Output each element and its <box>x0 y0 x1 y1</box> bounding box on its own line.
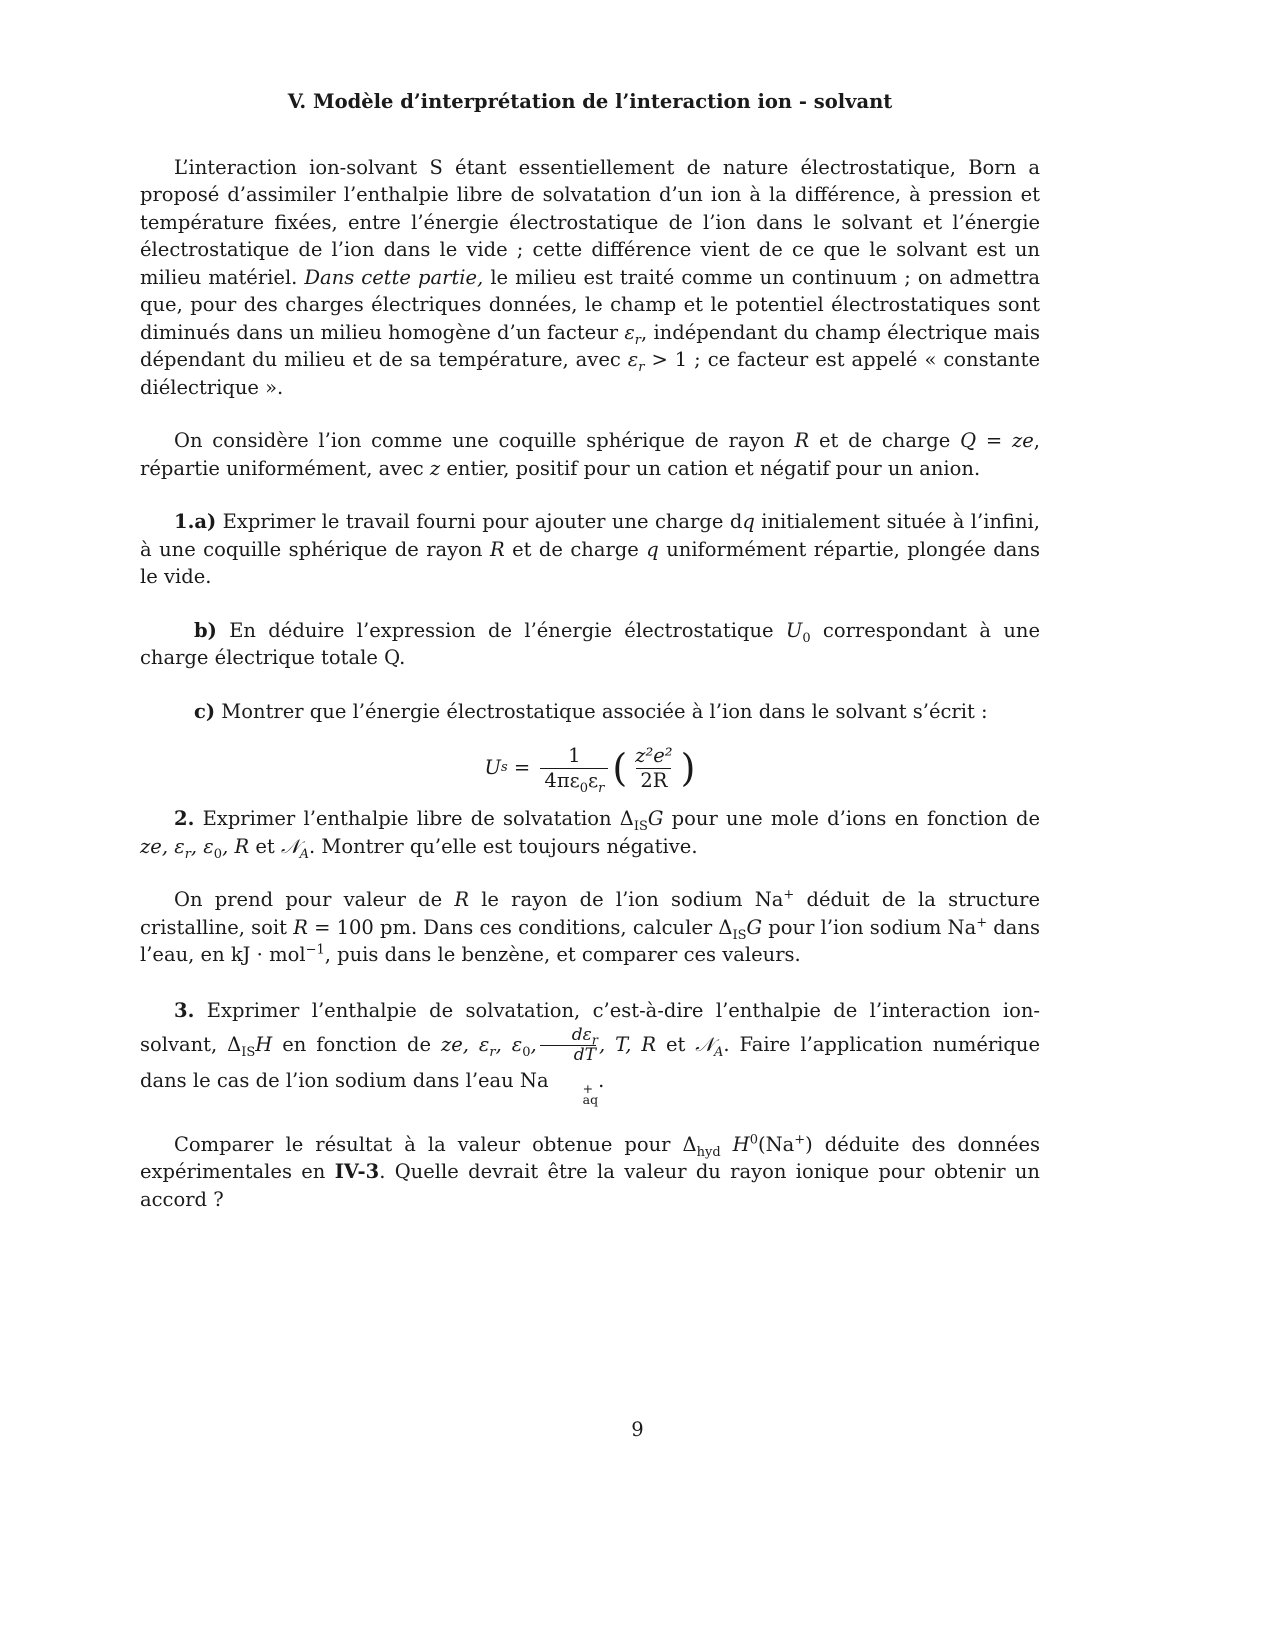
question-label: b) <box>194 618 217 642</box>
intro-paragraph-1: L’interaction ion-solvant S étant essentiellement de nature électrostatique, Born a proposé d’assimiler l’enthalpie libre de solvatation d’un ion à la différence, à pression et température fixées, entre l’énergie électrostatique de l’ion dans le solvant et l’énergie électrostatique de l’ion dans le vide ; cette différence vient de ce que le solvant est un milieu matériel. Dans cette partie, le milieu est traité comme un continuum ; on admettra que, pour des charges électriques données, le champ et le potentiel électrostatiques sont diminués dans un milieu homogène d’un facteur $\varepsilon_r$, indépendant du champ électrique mais dépendant du milieu et de sa température, avec $\varepsilon_r > 1$ ; ce facteur est appelé « constante diélectrique ». <box>140 155 1040 399</box>
intro-paragraph-2: On considère l’ion comme une coquille sphérique de rayon R et de charge Q = ze, répartie uniformément, avec z entier, positif pour un cation et négatif pour un anion. <box>140 429 1040 480</box>
document-page <box>140 88 1040 1213</box>
question-label: c) <box>194 699 216 723</box>
question-2-application: On prend pour valeur de R le rayon de l’ion sodium Na+ déduit de la structure cristalline, soit R = 100 pm. Dans ces conditions, calculer $\Delta_{IS}G$ pour l’ion sodium Na+ dans l’eau, en kJ · mol$^{-1}$, puis dans le benzène, et comparer ces valeurs. <box>140 887 1040 966</box>
question-label: 2. <box>174 807 195 830</box>
question-3: 3. Exprimer l’enthalpie de solvatation, c’est-à-dire l’enthalpie de l’interaction ion-solvant, $\Delta_{IS}H$ en fonction de ze, $\varepsilon_r$, $\varepsilon_0$, $\frac{d\varepsilon_r}{dT}$ , T, R et 𝒩$_A$. Faire l’application numérique dans le cas de l’ion sodium dans l’eau Na + aq . <box>140 998 1040 1107</box>
question-1a: 1.a) Exprimer le travail fourni pour ajouter une charge dq initialement située à l’infini, à une coquille sphérique de rayon R et de charge q uniformément répartie, plongée dans le vide. <box>140 510 1040 588</box>
italic-text: Dans cette partie, <box>304 265 484 289</box>
question-1c: c) Montrer que l’énergie électrostatique associée à l’ion dans le solvant s’écrit : <box>194 699 988 723</box>
section-title: V. Modèle d’interprétation de l’interaction ion - solvant <box>287 90 893 113</box>
page-number: 9 <box>631 1418 644 1441</box>
question-3-comparison: Comparer le résultat à la valeur obtenue pour $\Delta_{hyd}$ $H^0(Na^+)$ déduite des données expérimentales en IV-3. Quelle devrait être la valeur du rayon ionique pour obtenir un accord ? <box>140 1132 1040 1211</box>
question-1b: b) En déduire l’expression de l’énergie électrostatique $U_0$ correspondant à une charge électrique totale Q. <box>140 618 1040 669</box>
question-2: 2. Exprimer l’enthalpie libre de solvatation $\Delta_{IS}G$ pour une mole d’ions en fonction de ze, $\varepsilon_r$, $\varepsilon_0$, R et 𝒩$_A$. Montrer qu’elle est toujours négative. <box>140 807 1041 862</box>
section-reference: IV-3 <box>334 1160 380 1183</box>
fraction-coefficient: $\frac{1}{4\pi\varepsilon_0\varepsilon_r}$ <box>540 744 608 793</box>
question-label: 3. <box>174 998 195 1022</box>
fraction-charge: $\frac{\text{z²e²}}{2R}$ <box>635 743 673 792</box>
question-label: 1.a) <box>174 510 217 533</box>
derivative-fraction: $\frac{d\varepsilon_r}{dT}$ <box>538 1026 598 1065</box>
energy-equation: U s = $\frac{1}{4\pi\varepsilon_0\varepsilon_r}$ ( $\frac{\text{z²e²}}{2R}$ ) <box>484 743 696 796</box>
